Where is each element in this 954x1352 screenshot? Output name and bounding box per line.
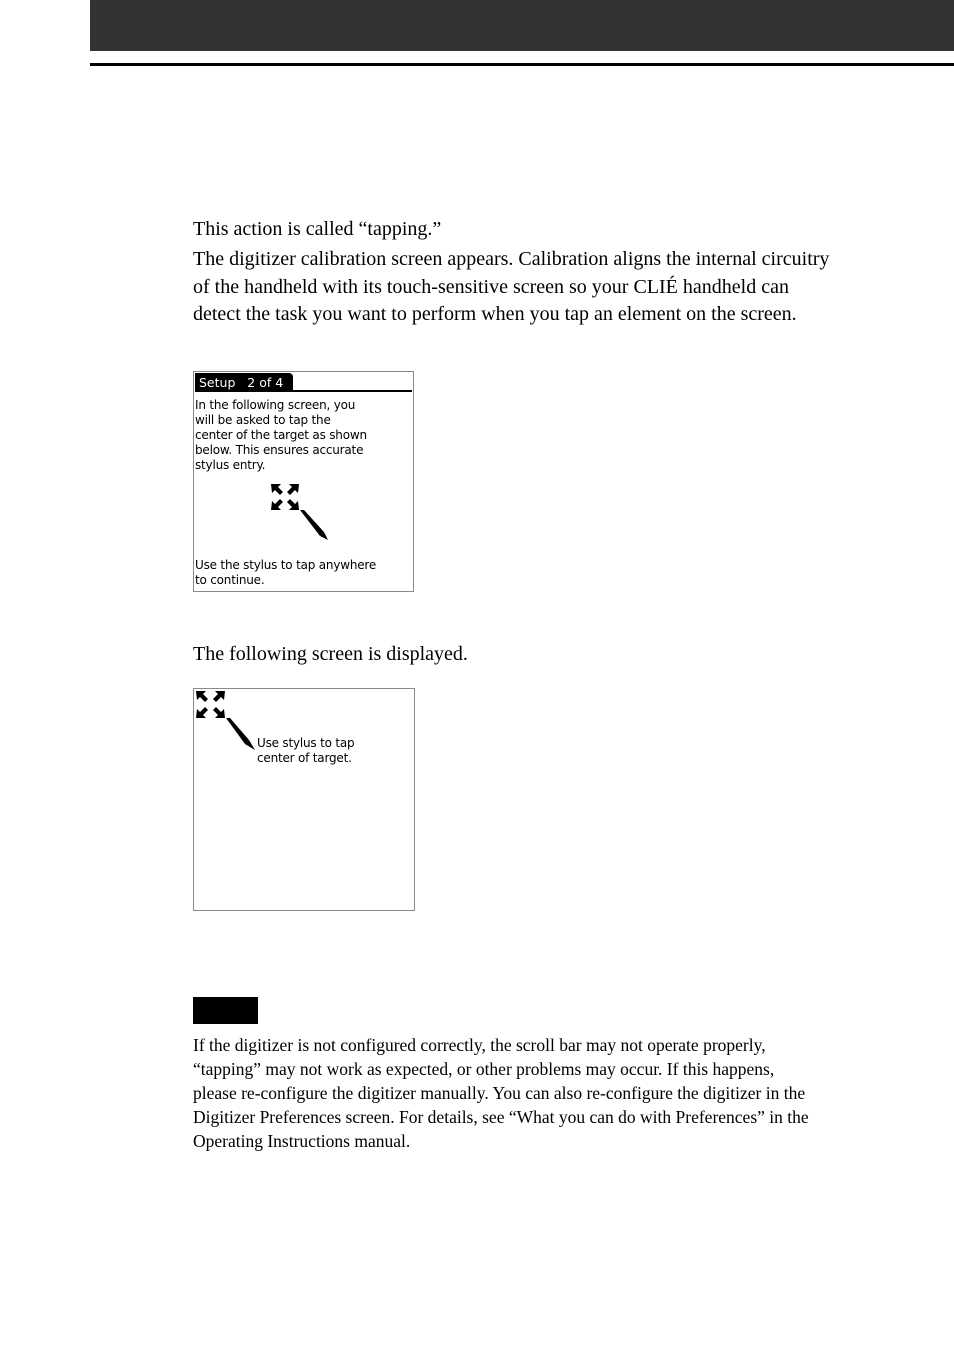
calibration-instructions [257, 736, 354, 766]
setup-footer-line: to continue. [195, 573, 265, 587]
paragraph-following-screen: The following screen is displayed. [193, 643, 468, 665]
setup-title-rule [195, 390, 412, 392]
calibration-screen-illustration [193, 688, 415, 911]
target-icon [271, 484, 299, 510]
setup-instruction-line: will be asked to tap the [195, 413, 331, 427]
target-icon [196, 691, 225, 718]
note-text: If the digitizer is not configured correctly, the scroll bar may not operate properly, “tapping” may not work as expected, or other problems may occur. If this happens, please re-configure the digitizer manually. You can also re-configure the digitizer in the Digitizer Preferences screen. For details, see “What you can do with Preferences” in the Operating Instructions manual. [193, 1035, 809, 1151]
setup-tab-title: Setup 2 of 4 [195, 373, 293, 391]
setup-instruction-line: In the following screen, you [195, 398, 356, 412]
header-bar [90, 0, 954, 51]
setup-instruction-line: center of the target as shown [195, 428, 367, 442]
setup-screen-illustration [193, 371, 414, 592]
paragraph-tapping: This action is called “tapping.” [193, 218, 442, 240]
calibration-instruction-line: center of target. [257, 751, 352, 765]
note-label-box [193, 997, 258, 1024]
target-with-stylus-icon [269, 483, 331, 545]
setup-instruction-line: below. This ensures accurate [195, 443, 364, 457]
stylus-icon [226, 718, 255, 750]
paragraph-calibration: The digitizer calibration screen appears. Calibration aligns the internal circuitry of the handheld with its touch-sensitive screen so your CLIÉ handheld can detect the task you want to perform when you tap an element on the screen. [193, 248, 830, 325]
header-rule [90, 63, 954, 66]
calibration-instruction-line: Use stylus to tap [257, 736, 355, 750]
target-with-stylus-icon [195, 690, 259, 754]
setup-footer-text [195, 558, 376, 588]
stylus-icon [300, 510, 328, 540]
setup-footer-line: Use the stylus to tap anywhere [195, 558, 377, 572]
setup-instructions [195, 398, 367, 473]
setup-instruction-line: stylus entry. [195, 458, 266, 472]
